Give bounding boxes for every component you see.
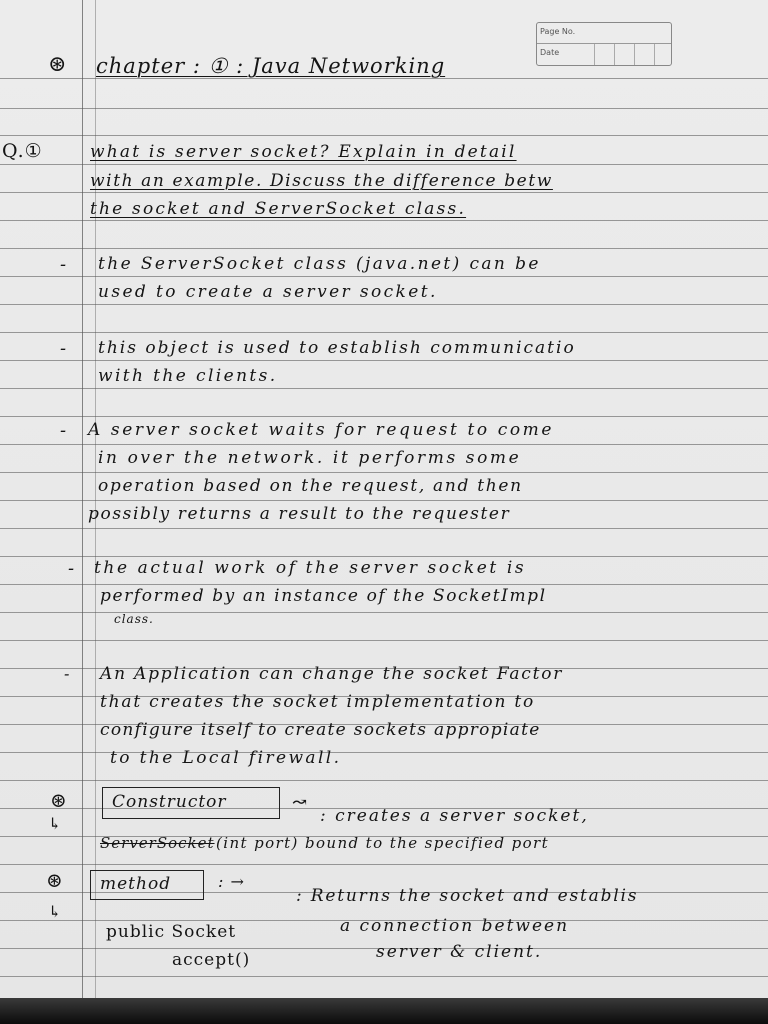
- point-line: to the Local firewall.: [110, 748, 342, 768]
- ruled-line: [0, 528, 768, 529]
- method-marker: ⊛: [46, 868, 64, 892]
- ruled-line: [0, 864, 768, 865]
- ruled-line: [0, 500, 768, 501]
- point-line: in over the network. it performs some: [98, 448, 522, 468]
- ruled-line: [0, 584, 768, 585]
- point-line: A server socket waits for request to come: [88, 420, 555, 440]
- constructor-signature: (int port) bound to the specified port: [216, 834, 550, 852]
- ruled-line: [0, 360, 768, 361]
- constructor-arrow: ↝: [292, 792, 309, 813]
- ruled-line: [0, 976, 768, 977]
- method-label: method: [100, 874, 172, 894]
- chapter-title: chapter : ① : Java Networking: [96, 54, 446, 78]
- ruled-line: [0, 248, 768, 249]
- question-line: with an example. Discuss the difference betw: [90, 171, 553, 191]
- date-label: Date: [540, 48, 560, 57]
- ruled-line: [0, 192, 768, 193]
- method-description-line: server & client.: [376, 942, 543, 962]
- ruled-line: [0, 135, 768, 136]
- ruled-line: [0, 78, 768, 79]
- ruled-line: [0, 472, 768, 473]
- point-line: used to create a server socket.: [98, 282, 438, 302]
- bullet-dash: -: [60, 338, 68, 359]
- page-number-date-box: [536, 22, 672, 66]
- chapter-marker: ⊛: [48, 52, 68, 77]
- ruled-line: [0, 108, 768, 109]
- point-line: possibly returns a result to the requester: [88, 504, 511, 524]
- method-description-line: a connection between: [340, 916, 570, 936]
- ruled-line: [0, 304, 768, 305]
- bullet-dash: -: [60, 254, 68, 275]
- constructor-description: : creates a server socket,: [320, 806, 589, 826]
- ruled-line: [0, 444, 768, 445]
- point-line: operation based on the request, and then: [98, 476, 523, 496]
- bullet-dash: -: [64, 664, 71, 683]
- method-arrow: : →: [218, 872, 245, 891]
- point-line: configure itself to create sockets appropiate: [100, 720, 541, 740]
- point-line: An Application can change the socket Factor: [100, 664, 564, 684]
- ruled-line: [0, 416, 768, 417]
- curve-arrow-icon: ↳: [48, 814, 63, 833]
- method-signature-line: public Socket: [106, 922, 237, 942]
- constructor-signature-struck: ServerSocket: [100, 834, 215, 852]
- point-line: with the clients.: [98, 366, 278, 386]
- bullet-dash: -: [60, 420, 68, 441]
- question-label: Q.①: [2, 140, 43, 162]
- point-line: the ServerSocket class (java.net) can be: [98, 254, 541, 274]
- point-line: class.: [114, 612, 154, 626]
- ruled-line: [0, 332, 768, 333]
- point-line: that creates the socket implementation to: [100, 692, 536, 712]
- margin-line: [82, 0, 83, 1024]
- page-bottom-edge: [0, 998, 768, 1024]
- constructor-marker: ⊛: [50, 788, 68, 812]
- ruled-line: [0, 276, 768, 277]
- method-description-line: : Returns the socket and establis: [296, 886, 639, 906]
- constructor-label: Constructor: [112, 792, 227, 812]
- point-line: the actual work of the server socket is: [94, 558, 527, 578]
- ruled-line: [0, 164, 768, 165]
- curve-arrow-icon: ↳: [48, 902, 63, 921]
- ruled-line: [0, 388, 768, 389]
- method-signature-line: accept(): [172, 950, 251, 970]
- ruled-line: [0, 780, 768, 781]
- ruled-line: [0, 640, 768, 641]
- ruled-line: [0, 220, 768, 221]
- point-line: this object is used to establish communicatio: [98, 338, 576, 358]
- point-line: performed by an instance of the SocketImpl: [100, 586, 547, 606]
- bullet-dash: -: [68, 558, 76, 579]
- question-line: what is server socket? Explain in detail: [90, 142, 517, 162]
- ruled-line: [0, 556, 768, 557]
- page-no-label: Page No.: [540, 27, 576, 36]
- question-line: the socket and ServerSocket class.: [90, 199, 467, 219]
